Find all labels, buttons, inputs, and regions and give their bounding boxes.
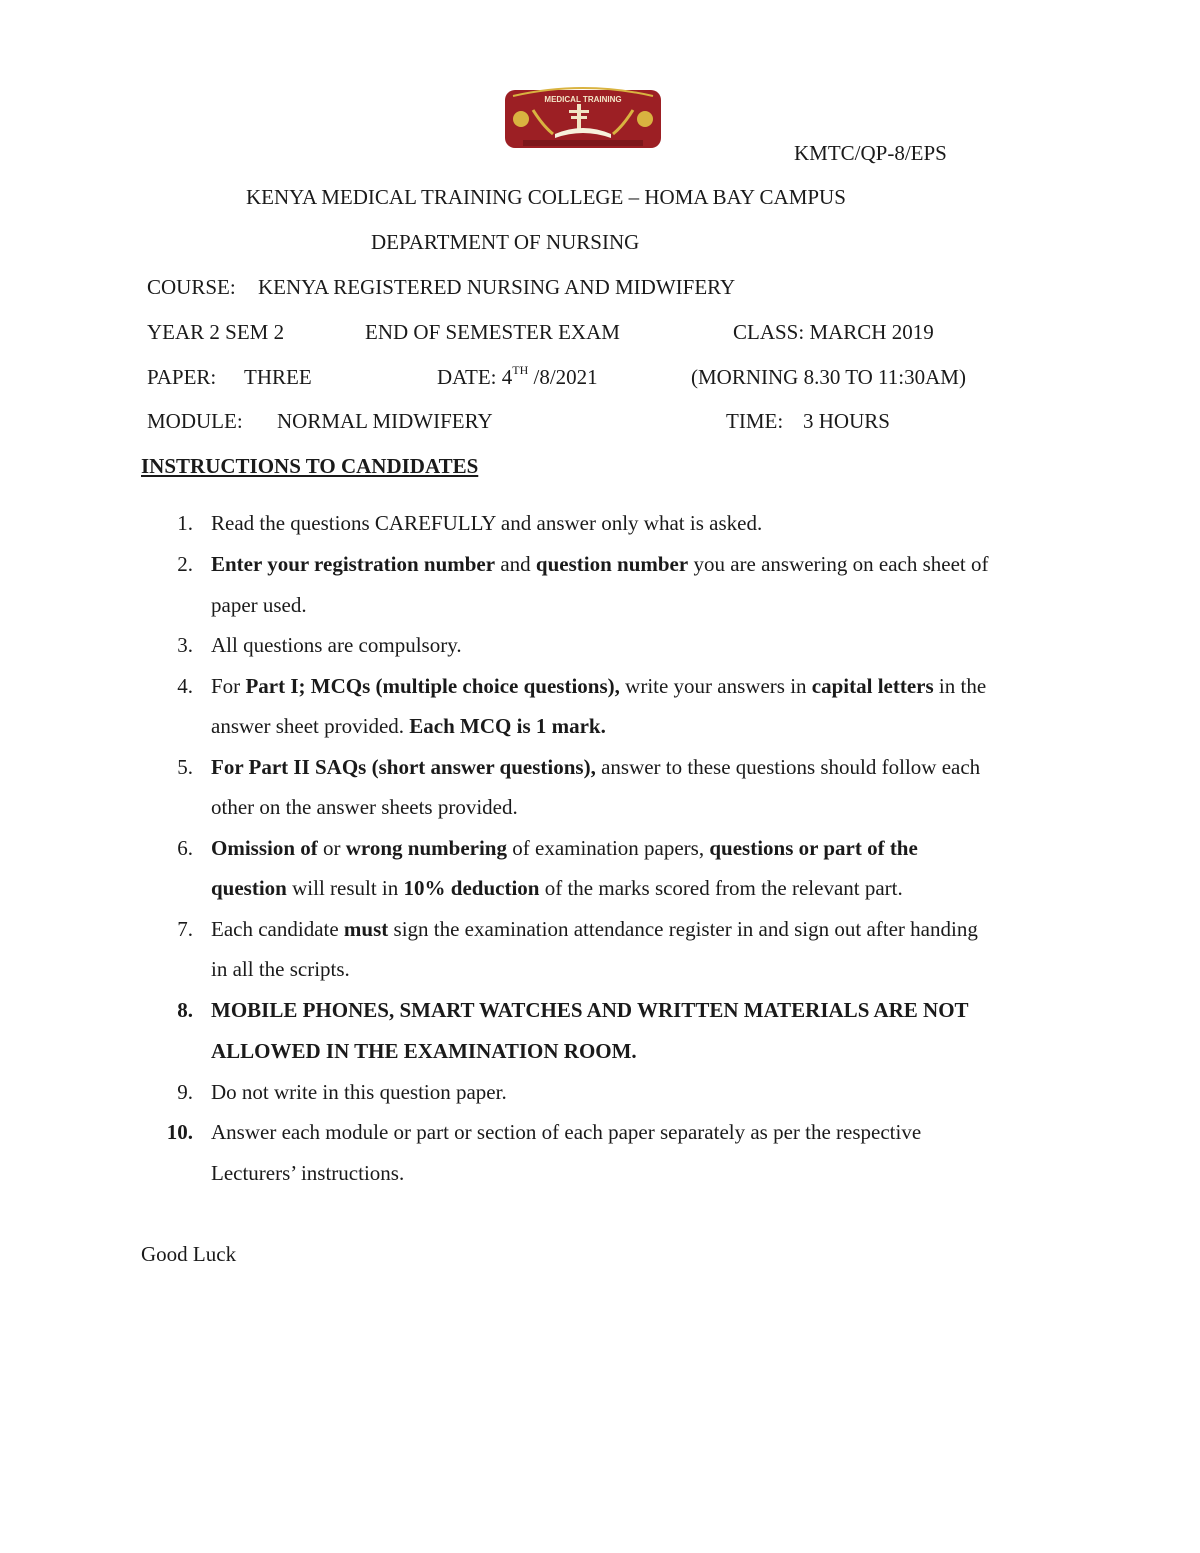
module-label: MODULE: — [147, 409, 243, 433]
instruction-line: ALLOWED IN THE EXAMINATION ROOM. — [211, 1039, 637, 1063]
item-number: 9. — [177, 1080, 193, 1104]
instruction-line: Answer each module or part or section of each paper separately as per the respective — [211, 1120, 922, 1144]
item-number: 6. — [177, 836, 193, 860]
item-number: 7. — [177, 917, 193, 941]
item-number: 1. — [177, 511, 193, 535]
instruction-line: Each candidate must sign the examination attendance register in and sign out after handing — [211, 917, 978, 941]
instruction-line: question will result in 10% deduction of the marks scored from the relevant part. — [211, 876, 903, 900]
instruction-line: Lecturers’ instructions. — [211, 1161, 405, 1185]
year-semester: YEAR 2 SEM 2 — [147, 320, 285, 344]
instructions-title: INSTRUCTIONS TO CANDIDATES — [141, 454, 479, 478]
college-logo — [503, 86, 663, 152]
instruction-line: in all the scripts. — [211, 957, 350, 981]
instruction-line: MOBILE PHONES, SMART WATCHES AND WRITTEN MATERIALS ARE NOT — [211, 998, 969, 1022]
instruction-line: Read the questions CAREFULLY and answer only what is asked. — [211, 511, 763, 535]
exam-type: END OF SEMESTER EXAM — [365, 320, 620, 344]
item-number: 3. — [177, 633, 193, 657]
time-label: TIME: — [726, 409, 784, 433]
instruction-line: paper used. — [211, 593, 307, 617]
instruction-line: All questions are compulsory. — [211, 633, 462, 657]
instruction-line: answer sheet provided. Each MCQ is 1 mark. — [211, 714, 606, 738]
item-number: 5. — [177, 755, 193, 779]
time-value: 3 HOURS — [803, 409, 890, 433]
paper-code: KMTC/QP-8/EPS — [794, 141, 947, 165]
item-number: 8. — [177, 998, 193, 1022]
college-name: KENYA MEDICAL TRAINING COLLEGE – HOMA BAY CAMPUS — [246, 185, 846, 209]
item-number: 4. — [177, 674, 193, 698]
item-number: 2. — [177, 552, 193, 576]
instruction-line: Enter your registration number and question number you are answering on each sheet of — [211, 552, 989, 576]
course-label: COURSE: — [147, 275, 236, 299]
instruction-line: other on the answer sheets provided. — [211, 795, 518, 819]
item-number: 10. — [166, 1120, 193, 1144]
instruction-line: For Part I; MCQs (multiple choice questions), write your answers in capital letters in the — [211, 674, 987, 698]
course-value: KENYA REGISTERED NURSING AND MIDWIFERY — [258, 275, 736, 299]
department-name: DEPARTMENT OF NURSING — [371, 230, 640, 254]
instruction-line: Do not write in this question paper. — [211, 1080, 507, 1104]
module-value: NORMAL MIDWIFERY — [277, 409, 493, 433]
paper-label: PAPER: — [147, 365, 217, 389]
paper-value: THREE — [244, 365, 312, 389]
exam-date: DATE: 4TH /8/2021 — [437, 363, 598, 389]
instruction-line: For Part II SAQs (short answer questions), answer to these questions should follow each — [211, 755, 981, 779]
closing-text: Good Luck — [141, 1242, 237, 1266]
instruction-line: Omission of or wrong numbering of examination papers, questions or part of the — [211, 836, 918, 860]
class-info: CLASS: MARCH 2019 — [733, 320, 934, 344]
logo-text: MEDICAL TRAINING — [544, 95, 622, 104]
exam-session: (MORNING 8.30 TO 11:30AM) — [691, 365, 966, 389]
